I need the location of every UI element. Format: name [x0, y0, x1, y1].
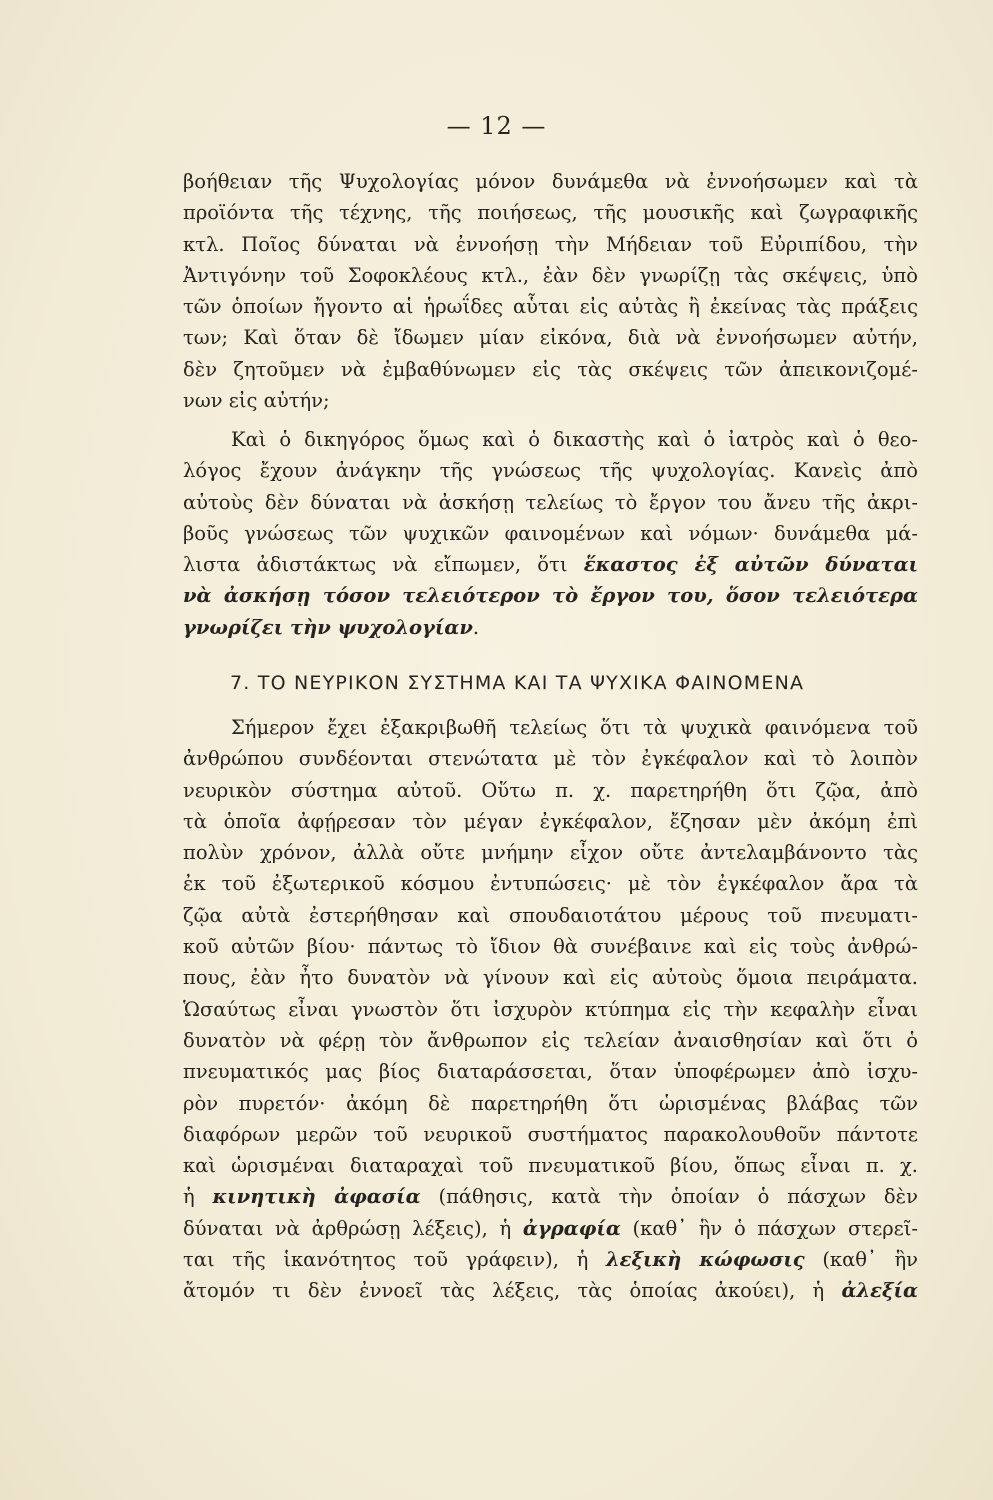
text-line: λόγος ἔχουν ἀνάγκην τῆς γνώσεως τῆς ψυχολογίας. Κανεὶς ἀπὸ — [183, 459, 918, 483]
text-line: πους, ἐὰν ἦτο δυνατὸν νὰ γίνουν καὶ εἰς αὐτοὺς ὅμοια πειράματα. — [183, 966, 918, 990]
emphasis-text: ἀγραφία — [522, 1216, 621, 1240]
text-line: νευρικὸν σύστημα αὐτοῦ. Οὕτω π. χ. παρετηρήθη ὅτι ζῷα, ἀπὸ — [183, 778, 918, 802]
paragraph-professions — [183, 424, 918, 643]
text-line: βοῦς γνώσεως τῶν ψυχικῶν φαινομένων καὶ νόμων· δυνάμεθα μά- — [183, 521, 918, 545]
text-line: ζῷα αὐτὰ ἐστερήθησαν καὶ σπουδαιοτάτου μέρους τοῦ πνευματι- — [183, 903, 918, 927]
text-line: βοήθειαν τῆς Ψυχολογίας μόνον δυνάμεθα νὰ ἐννοήσωμεν καὶ τὰ — [183, 170, 918, 193]
emphasis-text: ἕκαστος ἐξ αὐτῶν δύναται — [583, 553, 918, 577]
text-line — [183, 612, 918, 643]
text-line — [183, 1275, 918, 1306]
text-run: (καθ᾽ ἣν ὁ πάσχων στερεῖ- — [620, 1216, 918, 1240]
text-line: νων εἰς αὐτήν; — [183, 389, 330, 413]
text-line: κοῦ αὐτῶν βίου· πάντως τὸ ἴδιον θὰ συνέβαινε καὶ εἰς τοὺς ἀνθρώ- — [183, 935, 918, 959]
text-run: (καθ᾽ ἣν — [804, 1248, 918, 1272]
emphasis-text: λεξικὴ κώφωσις — [605, 1248, 805, 1272]
text-line: δυνατὸν νὰ φέρῃ τὸν ἄνθρωπον εἰς τελείαν ἀναισθησίαν καὶ ὅτι ὁ — [183, 1028, 918, 1052]
text-line — [183, 549, 918, 580]
text-line — [183, 580, 918, 611]
text-line: Ὡσαύτως εἶναι γνωστὸν ὅτι ἰσχυρὸν κτύπημα εἰς τὴν κεφαλὴν εἶναι — [183, 997, 918, 1021]
text-line: προϊόντα τῆς τέχνης, τῆς ποιήσεως, τῆς μουσικῆς καὶ ζωγραφικῆς — [183, 201, 918, 225]
text-line: των; Καὶ ὅταν δὲ ἴδωμεν μίαν εἰκόνα, διὰ νὰ ἐννοήσωμεν αὐτήν, — [183, 326, 918, 350]
text-line: ἐκ τοῦ ἐξωτερικοῦ κόσμου ἐντυπώσεις· μὲ τὸν ἐγκέφαλον ἄρα τὰ — [183, 872, 918, 896]
text-run: ἄτομόν τι δὲν ἐννοεῖ τὰς λέξεις, τὰς ὁποίας ἀκούει), ἡ — [183, 1279, 842, 1303]
text-line — [183, 1213, 918, 1244]
text-line: πολὺν χρόνον, ἀλλὰ οὔτε μνήμην εἶχον οὔτε ἀντελαμβάνοντο τὰς — [183, 841, 918, 865]
text-run: . — [472, 615, 480, 639]
page-number: — 12 — — [446, 112, 547, 140]
text-line: ρὸν πυρετόν· ἀκόμη δὲ παρετηρήθη ὅτι ὡρισμένας βλάβας τῶν — [183, 1091, 918, 1115]
text-run: λιστα ἀδιστάκτως νὰ εἴπωμεν, ὅτι — [183, 553, 584, 577]
text-line: αὐτοὺς δὲν δύναται νὰ ἀσκήσῃ τελείως τὸ ἔργον του ἄνευ τῆς ἀκρι- — [183, 490, 918, 514]
section-heading: 7. ΤΟ ΝΕΥΡΙΚΟΝ ΣΥΣΤΗΜΑ ΚΑΙ ΤΑ ΨΥΧΙΚΑ ΦΑΙΝΟΜΕΝΑ — [230, 672, 805, 694]
text-line: δὲν ζητοῦμεν νὰ ἐμβαθύνωμεν εἰς τὰς σκέψεις τῶν ἀπεικονιζομέ- — [183, 357, 918, 381]
text-run: (πάθησις, κατὰ τὴν ὁποίαν ὁ πάσχων δὲν — [420, 1185, 918, 1209]
text-line — [183, 1244, 918, 1275]
text-line: τῶν ὁποίων ἤγοντο αἱ ἡρωΐδες αὗται εἰς αὐτὰς ἢ ἐκείνας τὰς πράξεις — [183, 295, 918, 319]
text-run: δύναται νὰ ἀρθρώσῃ λέξεις), ἡ — [183, 1216, 523, 1240]
emphasis-text: νὰ ἀσκήσῃ τόσον τελειότερον τὸ ἔργον του, ὅσον τελειότερα — [183, 584, 918, 608]
text-line: Ἀντιγόνην τοῦ Σοφοκλέους κτλ., ἐὰν δὲν γνωρίζῃ τὰς σκέψεις, ὑπὸ — [183, 263, 918, 287]
text-line: Σήμερον ἔχει ἐξακριβωθῆ τελείως ὅτι τὰ ψυχικὰ φαινόμενα τοῦ — [231, 716, 918, 739]
emphasis-text: γνωρίζει τὴν ψυχολογίαν — [183, 615, 473, 639]
paragraph-psychology-arts — [183, 166, 918, 416]
text-line: ἀνθρώπου συνδέονται στενώτατα μὲ τὸν ἐγκέφαλον καὶ τὸ λοιπὸν — [183, 747, 918, 771]
text-line: Καὶ ὁ δικηγόρος ὅμως καὶ ὁ δικαστὴς καὶ ὁ ἰατρὸς καὶ ὁ θεο- — [231, 428, 918, 451]
text-line: καὶ ὡρισμέναι διαταραχαὶ τοῦ πνευματικοῦ βίου, ὅπως εἶναι π. χ. — [183, 1154, 918, 1178]
emphasis-text: ἀλεξία — [841, 1279, 918, 1303]
text-line: πνευματικός μας βίος διαταράσσεται, ὅταν ὑποφέρωμεν ἀπὸ ἰσχυ- — [183, 1060, 918, 1084]
text-line — [183, 1181, 918, 1212]
emphasis-text: κινητικὴ ἀφασία — [212, 1185, 421, 1209]
paragraph-nervous-system — [183, 712, 918, 1307]
text-line: κτλ. Ποῖος δύναται νὰ ἐννοήσῃ τὴν Μήδειαν τοῦ Εὐριπίδου, τὴν — [183, 232, 918, 256]
text-run: ται τῆς ἱκανότητος τοῦ γράφειν), ἡ — [183, 1248, 606, 1272]
text-run: ἡ — [183, 1185, 213, 1209]
text-line: τὰ ὁποῖα ἀφῄρεσαν τὸν μέγαν ἐγκέφαλον, ἔζησαν μὲν ἀκόμη ἐπὶ — [183, 809, 918, 833]
text-line: διαφόρων μερῶν τοῦ νευρικοῦ συστήματος παρακολουθοῦν πάντοτε — [183, 1122, 918, 1146]
